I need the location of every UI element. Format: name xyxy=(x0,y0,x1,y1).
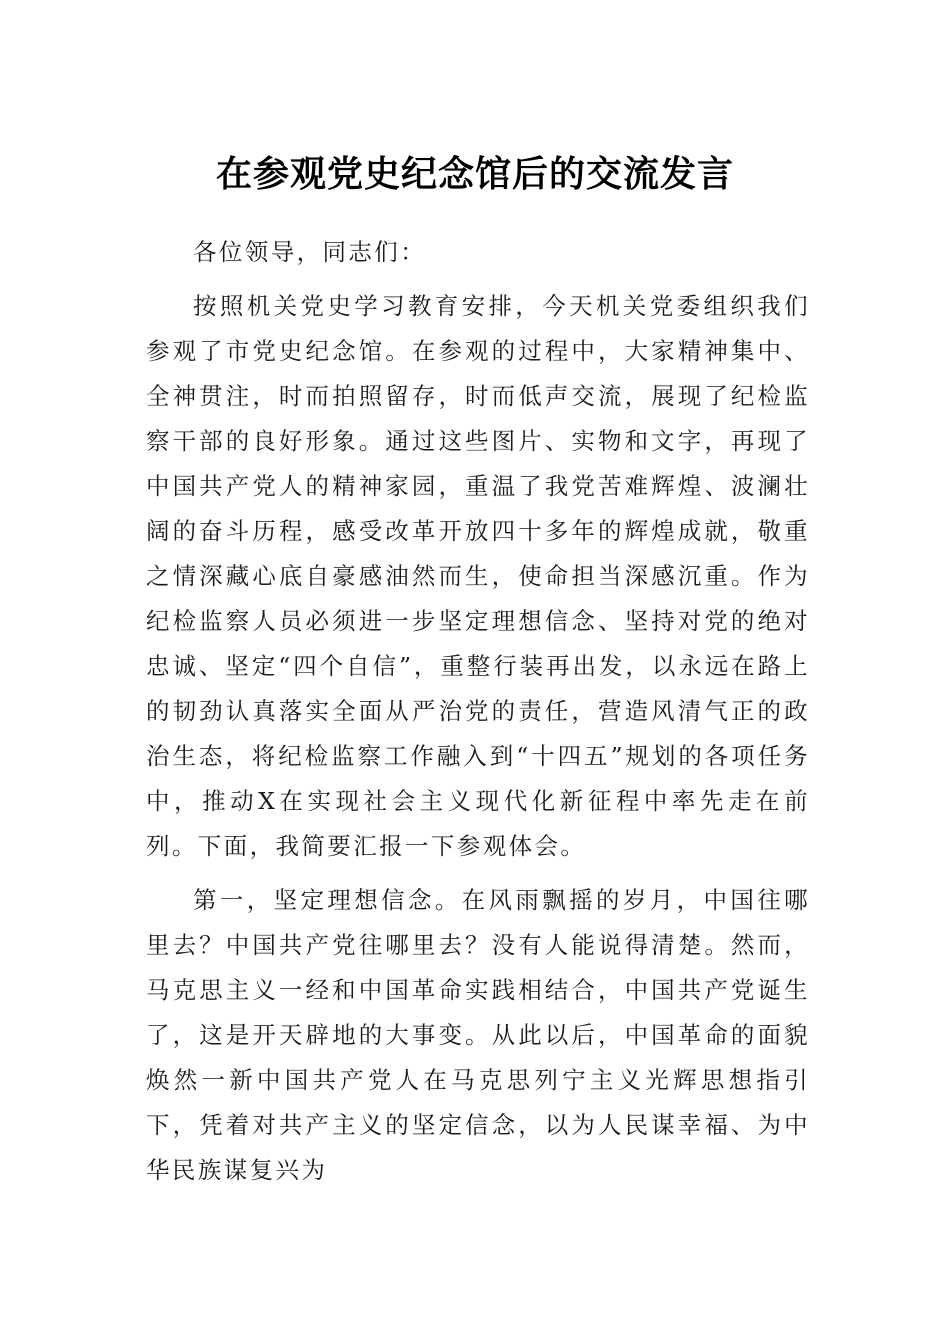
document-title: 在参观党史纪念馆后的交流发言 xyxy=(215,153,734,195)
paragraph-first-point: 第一，坚定理想信念。在风雨飘摇的岁月，中国往哪里去？中国共产党往哪里去？没有人能说得清楚。然而，马克思主义一经和中国革命实践相结合，中国共产党诞生了，这是开天辟地的大事变。从此以后，中国革命的面貌焕然一新中国共产党人在马克思列宁主义光辉思想指引下，凭着对共产主义的坚定信念，以为人民谋幸福、为中华民族谋复兴为 xyxy=(146,886,810,1184)
salutation: 各位领导，同志们： xyxy=(193,238,427,266)
paragraph-intro: 按照机关党史学习教育安排，今天机关党委组织我们参观了市党史纪念馆。在参观的过程中，大家精神集中、全神贯注，时而拍照留存，时而低声交流，展现了纪检监察干部的良好形象。通过这些图片、实物和文字，再现了中国共产党人的精神家园，重温了我党苦难辉煌、波澜壮阔的奋斗历程，感受改革开放四十多年的辉煌成就，敬重之情深藏心底自豪感油然而生，使命担当深感沉重。作为纪检监察人员必须进一步坚定理想信念、坚持对党的绝对忠诚、坚定“四个自信”，重整行装再出发，以永远在路上的韧劲认真落实全面从严治党的责任，营造风清气正的政治生态，将纪检监察工作融入到“十四五”规划的各项任务中，推动X在实现社会主义现代化新征程中率先走在前列。下面，我简要汇报一下参观体会。 xyxy=(146,292,810,860)
document-body xyxy=(146,230,810,1193)
